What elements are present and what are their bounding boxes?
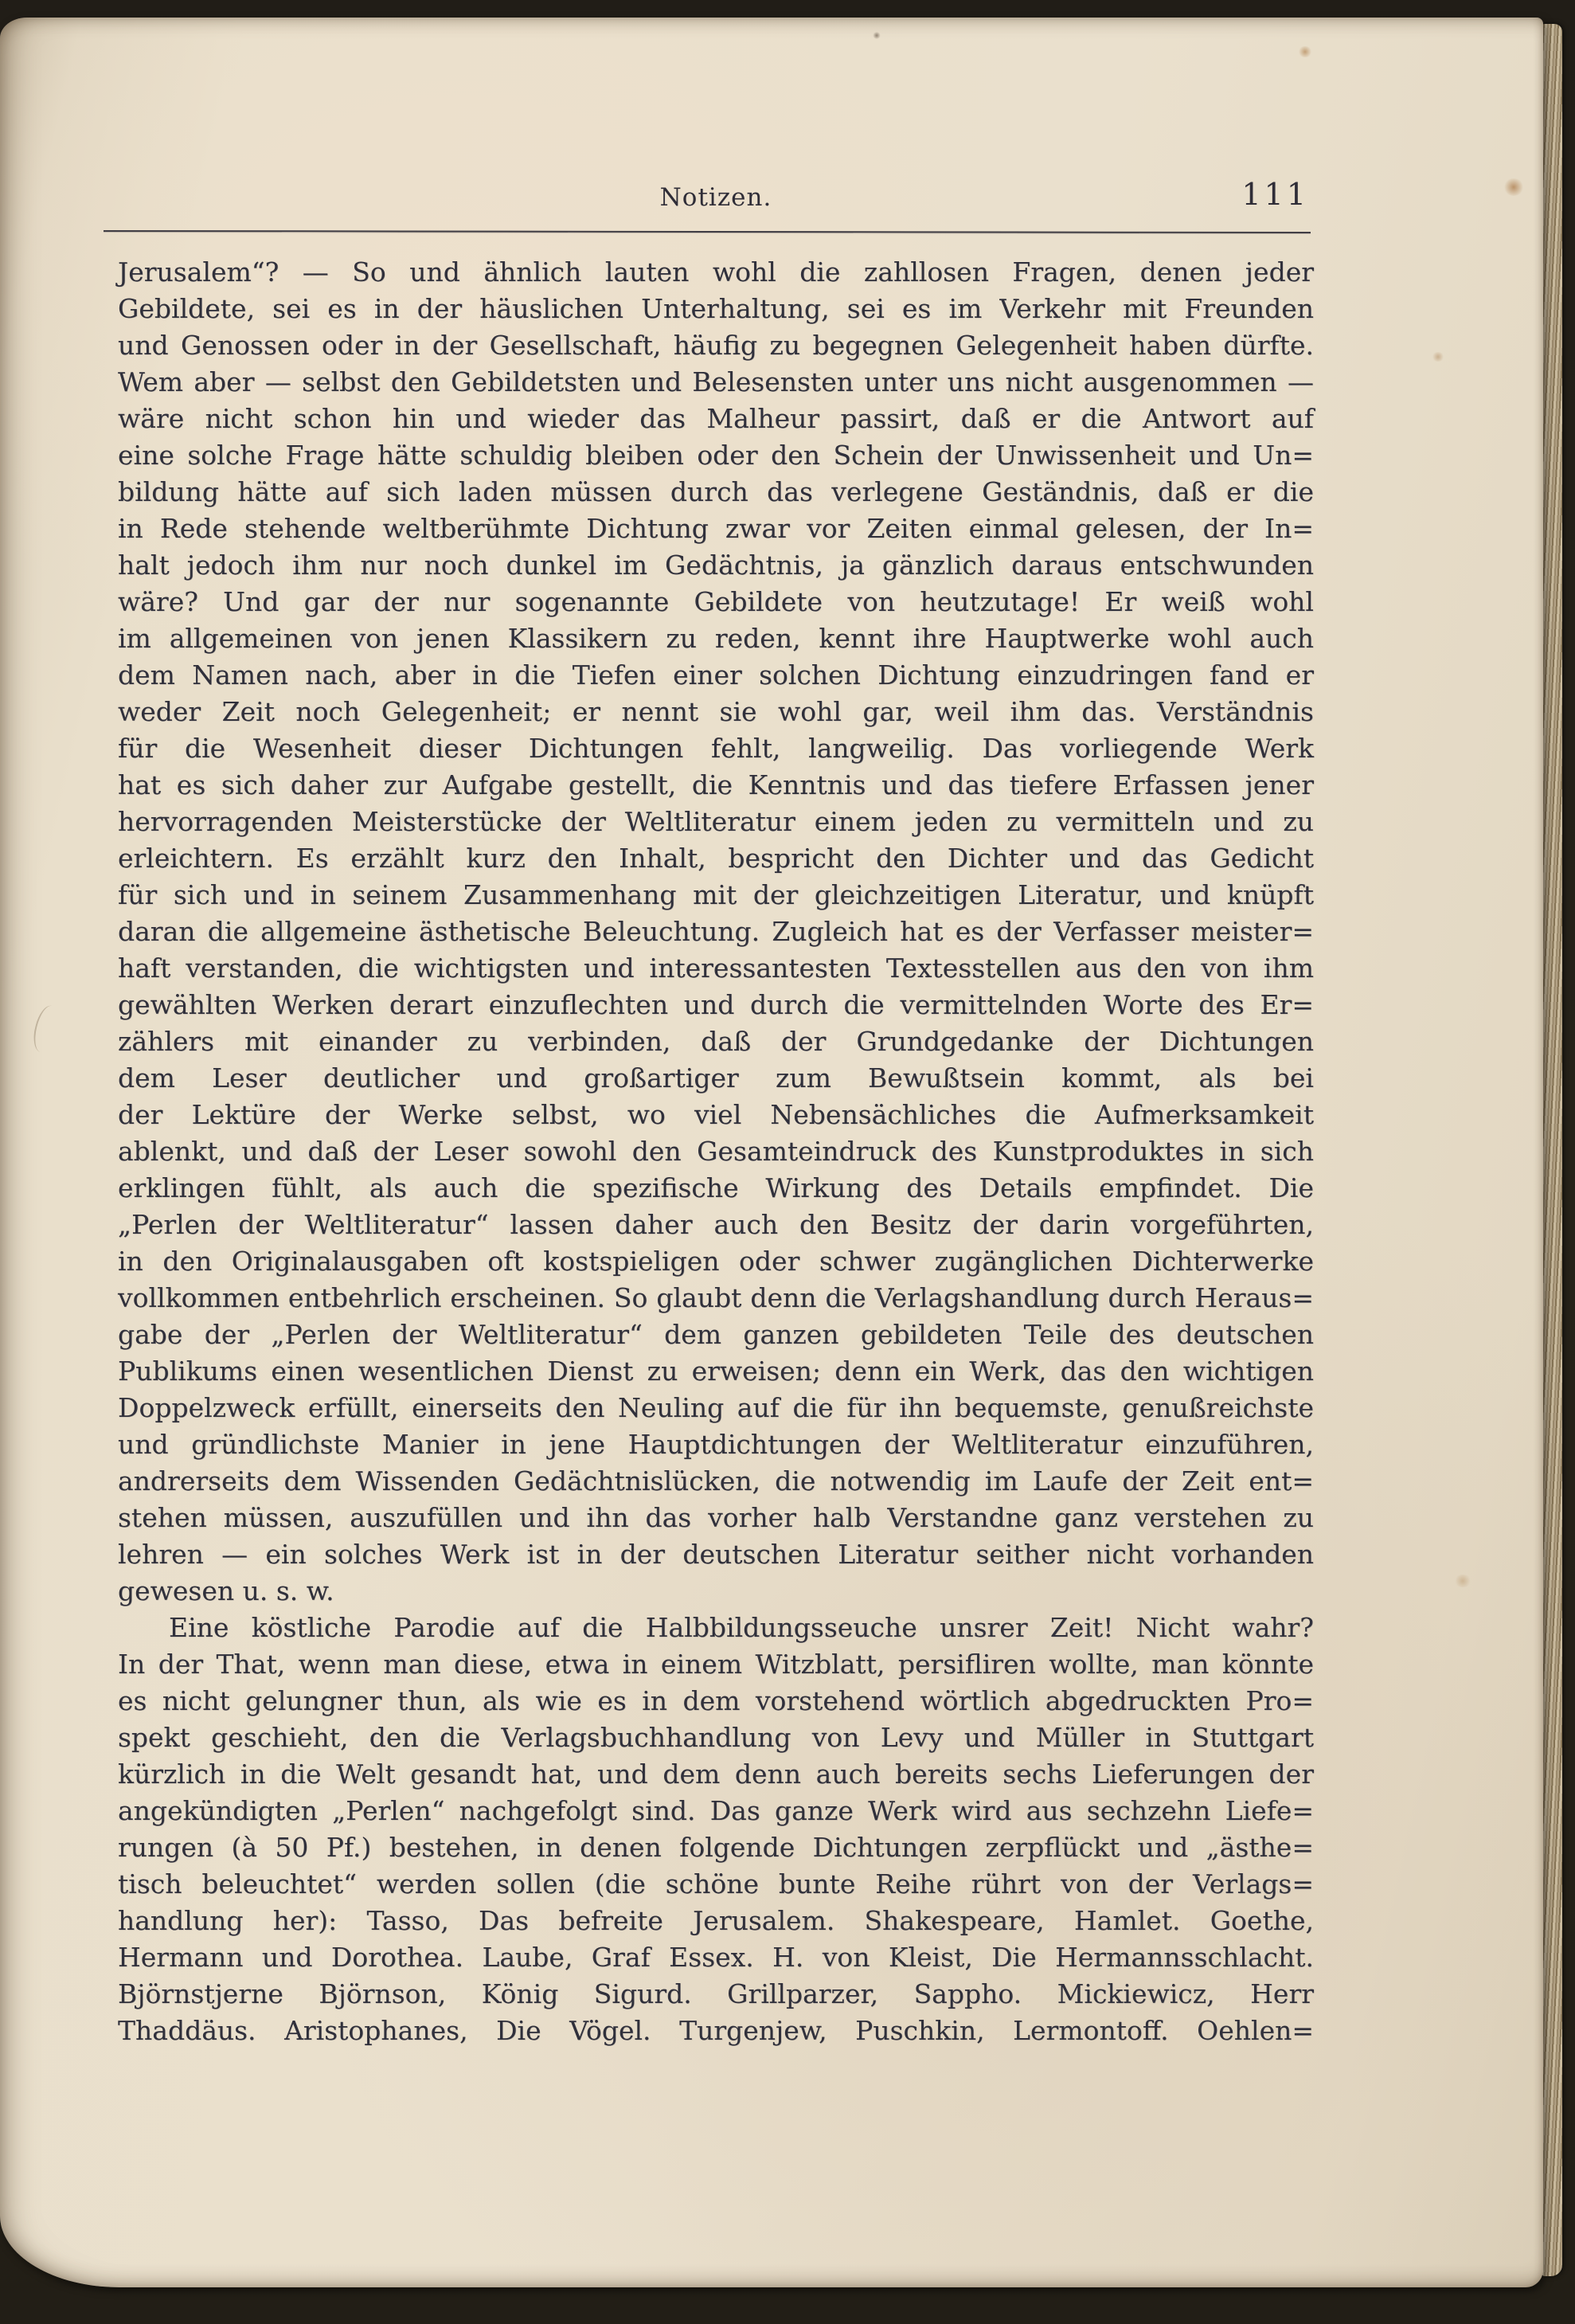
page-text-block	[118, 254, 1314, 2049]
text-line: „Perlen der Weltliteratur“ lassen daher auch den Besitz der darin vorgeführten,	[118, 1209, 1314, 1240]
text-line: vollkommen entbehrlich erscheinen. So glaubt denn die Verlagshandlung durch Heraus=	[118, 1282, 1314, 1313]
text-line: hat es sich daher zur Aufgabe gestellt, die Kenntnis und das tiefere Erfassen jener	[118, 769, 1314, 800]
text-line: in den Originalausgaben oft kostspieligen oder schwer zugänglichen Dichterwerke	[118, 1246, 1314, 1277]
text-line: im allgemeinen von jenen Klassikern zu reden, kennt ihre Hauptwerke wohl auch	[118, 623, 1314, 654]
text-line: bildung hätte auf sich laden müssen durch das verlegene Geständnis, daß er die	[118, 476, 1314, 507]
text-line: wäre? Und gar der nur sogenannte Gebildete von heutzutage! Er weiß wohl	[118, 586, 1314, 617]
text-line: halt jedoch ihm nur noch dunkel im Gedächtnis, ja gänzlich daraus entschwunden	[118, 550, 1314, 581]
text-line: dem Leser deutlicher und großartiger zum Bewußtsein kommt, als bei	[118, 1062, 1314, 1094]
text-line: zählers mit einander zu verbinden, daß der Grundgedanke der Dichtungen	[118, 1026, 1314, 1057]
text-line: und gründlichste Manier in jene Hauptdichtungen der Weltliteratur einzuführen,	[118, 1429, 1314, 1460]
text-line: wäre nicht schon hin und wieder das Malheur passirt, daß er die Antwort auf	[118, 403, 1314, 434]
book-page	[0, 18, 1543, 2287]
text-line: gewählten Werken derart einzuflechten und durch die vermittelnden Worte des Er=	[118, 989, 1314, 1020]
text-line: erklingen fühlt, als auch die spezifische Wirkung des Details empfindet. Die	[118, 1172, 1314, 1203]
text-line: Publikums einen wesentlichen Dienst zu erweisen; denn ein Werk, das den wichtigen	[118, 1356, 1314, 1387]
text-line: und Genossen oder in der Gesellschaft, häufig zu begegnen Gelegenheit haben dürfte.	[118, 330, 1314, 361]
text-line: handlung her): Tasso, Das befreite Jerusalem. Shakespeare, Hamlet. Goethe,	[118, 1905, 1314, 1936]
text-line: stehen müssen, auszufüllen und ihn das vorher halb Verstandne ganz verstehen zu	[118, 1502, 1314, 1533]
text-line: es nicht gelungner thun, als wie es in dem vorstehend wörtlich abgedruckten Pro=	[118, 1685, 1314, 1716]
text-line: daran die allgemeine ästhetische Beleuchtung. Zugleich hat es der Verfasser meister=	[118, 916, 1314, 947]
text-line: Wem aber — selbst den Gebildetsten und Belesensten unter uns nicht ausgenommen —	[118, 366, 1314, 397]
text-line: gewesen u. s. w.	[118, 1575, 334, 1606]
text-line: Hermann und Dorothea. Laube, Graf Essex. H. von Kleist, Die Hermannsschlacht.	[118, 1942, 1314, 1973]
text-line: haft verstanden, die wichtigsten und interessantesten Textesstellen aus den von ihm	[118, 953, 1314, 984]
text-line: der Lektüre der Werke selbst, wo viel Nebensächliches die Aufmerksamkeit	[118, 1099, 1314, 1130]
text-line: dem Namen nach, aber in die Tiefen einer solchen Dichtung einzudringen fand er	[118, 659, 1314, 691]
text-line: Thaddäus. Aristophanes, Die Vögel. Turgenjew, Puschkin, Lermontoff. Oehlen=	[118, 2015, 1314, 2046]
foxing-stain	[1432, 352, 1444, 362]
text-line: eine solche Frage hätte schuldig bleiben oder den Schein der Unwissenheit und Un=	[118, 440, 1314, 471]
page-number: 111	[1241, 177, 1309, 212]
text-line: kürzlich in die Welt gesandt hat, und dem denn auch bereits sechs Lieferungen der	[118, 1759, 1314, 1790]
foxing-stain	[1503, 178, 1524, 196]
foxing-stain	[1454, 1575, 1471, 1587]
text-line: tisch beleuchtet“ werden sollen (die schöne bunte Reihe rührt von der Verlags=	[118, 1868, 1314, 1899]
text-line: in Rede stehende weltberühmte Dichtung zwar vor Zeiten einmal gelesen, der In=	[118, 513, 1314, 544]
header-rule-divider	[104, 230, 1311, 233]
text-line: angekündigten „Perlen“ nachgefolgt sind. Das ganze Werk wird aus sechzehn Liefe=	[118, 1795, 1314, 1826]
text-line: rungen (à 50 Pf.) bestehen, in denen folgende Dichtungen zerpflückt und „ästhe=	[118, 1832, 1314, 1863]
text-line: spekt geschieht, den die Verlagsbuchhandlung von Levy und Müller in Stuttgart	[118, 1722, 1314, 1753]
text-line: gabe der „Perlen der Weltliteratur“ dem ganzen gebildeten Teile des deutschen	[118, 1319, 1314, 1350]
text-line: hervorragenden Meisterstücke der Weltliteratur einem jeden zu vermitteln und zu	[118, 806, 1314, 837]
text-line: für die Wesenheit dieser Dichtungen fehlt, langweilig. Das vorliegende Werk	[118, 733, 1314, 764]
text-line: In der That, wenn man diese, etwa in einem Witzblatt, persifliren wollte, man könnte	[118, 1649, 1314, 1680]
text-line: andrerseits dem Wissenden Gedächtnislücken, die notwendig im Laufe der Zeit ent=	[118, 1465, 1314, 1497]
foxing-stain	[1298, 46, 1312, 57]
text-line: lehren — ein solches Werk ist in der deutschen Literatur seither nicht vorhanden	[118, 1539, 1314, 1570]
running-header-title: Notizen.	[659, 183, 772, 212]
text-line: Eine köstliche Parodie auf die Halbbildungsseuche unsrer Zeit! Nicht wahr?	[169, 1612, 1314, 1643]
ink-speck	[873, 32, 881, 39]
page-edge-stack	[1542, 24, 1562, 2276]
text-line: Doppelzweck erfüllt, einerseits den Neuling auf die für ihn bequemste, genußreichste	[118, 1392, 1314, 1423]
text-line: ablenkt, und daß der Leser sowohl den Gesamteindruck des Kunstproduktes in sich	[118, 1136, 1314, 1167]
text-line: für sich und in seinem Zusammenhang mit der gleichzeitigen Literatur, und knüpft	[118, 879, 1314, 910]
text-line: Jerusalem“? — So und ähnlich lauten wohl die zahllosen Fragen, denen jeder	[118, 256, 1314, 288]
text-line: Björnstjerne Björnson, König Sigurd. Grillparzer, Sappho. Mickiewicz, Herr	[118, 1978, 1314, 2009]
text-line: Gebildete, sei es in der häuslichen Unterhaltung, sei es im Verkehr mit Freunden	[118, 293, 1314, 324]
paper-crease	[29, 1004, 63, 1055]
text-line: erleichtern. Es erzählt kurz den Inhalt, bespricht den Dichter und das Gedicht	[118, 843, 1314, 874]
text-line: weder Zeit noch Gelegenheit; er nennt sie wohl gar, weil ihm das. Verständnis	[118, 696, 1314, 727]
